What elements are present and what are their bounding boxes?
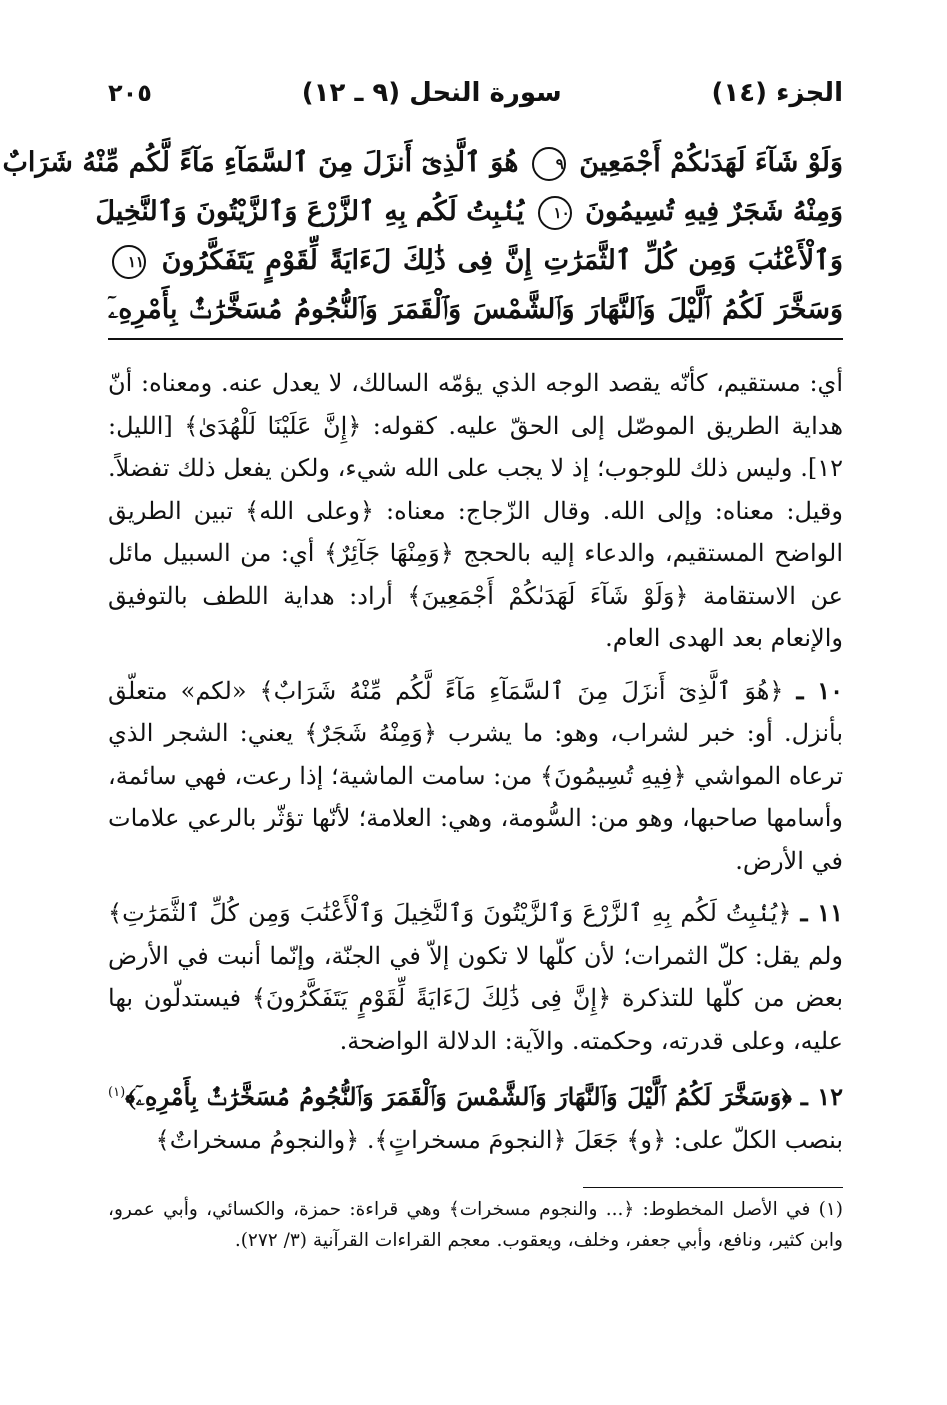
ayah-number-marker: ١٠ xyxy=(538,196,572,230)
footnote xyxy=(108,1194,843,1256)
quran-line-text: يُنۢبِتُ لَكُم بِهِ ٱلزَّرْعَ وَٱلزَّيْتُونَ وَٱلنَّخِيلَ xyxy=(95,196,525,227)
quoted-verse: ﴿وَسَخَّرَ لَكُمُ ٱلَّيْلَ وَٱلنَّهَارَ وَٱلشَّمْسَ وَٱلْقَمَرَ وَٱلنُّجُومُ مُسَخَّرَٰتٌۢ بِأَمْرِهِۦٓ﴾ xyxy=(125,1082,792,1111)
quran-line-text: وَسَخَّرَ لَكُمُ ٱلَّيْلَ وَٱلنَّهَارَ وَٱلشَّمْسَ وَٱلْقَمَرَ وَٱلنُّجُومُ مُسَخَّرَٰتٌۢ بِأَمْرِهِۦٓ xyxy=(108,294,843,325)
footnote-text: في الأصل المخطوط: ﴿... والنجوم مسخرات﴾ وهي قراءة: حمزة، والكسائي، وأبي عمرو، وابن كثير، ونافع، وأبي جعفر، وخلف، ويعقوب. معجم القراءات القرآنية (٣/ ٢٧٢). xyxy=(108,1199,843,1251)
quran-line-text: وَمِنْهُ شَجَرٌ فِيهِ تُسِيمُونَ xyxy=(585,196,843,227)
commentary-paragraph-ayah-10 xyxy=(108,670,843,883)
quran-line-1 xyxy=(2,138,843,187)
commentary xyxy=(108,362,843,1171)
commentary-text: ﴿هُوَ ٱلَّذِىٓ أَنزَلَ مِنَ ٱلسَّمَآءِ مَآءً لَّكُم مِّنْهُ شَرَابٌ﴾ «لكم» متعلّق بأنزل. أو: خبر لشراب، وهو: ما يشرب ﴿وَمِنْهُ شَجَرٌ﴾ يعني: الشجر الذي ترعاه المواشي ﴿فِيهِ تُسِيمُونَ﴾ من: سامت الماشية؛ إذا رعت، فهي سائمة، وأسامها صاحبها، وهو من: السُّومة، وهي: العلامة؛ لأنّها تؤثّر بالرعي علامات في الأرض. xyxy=(108,676,843,875)
page-number: ٢٠٥ xyxy=(108,79,152,107)
commentary-paragraph: أي: مستقيم، كأنّه يقصد الوجه الذي يؤمّه السالك، لا يعدل عنه. ومعناه: أنّ هداية الطريق الموصّل إلى الحقّ عليه. كقوله: ﴿إِنَّ عَلَيْنَا لَلْهُدَىٰ﴾ [الليل: ١٢]. وليس ذلك للوجوب؛ إذ لا يجب على الله شيء، ولكن يفعل ذلك تفضلاً. وقيل: معناه: وإلى الله. وقال الزّجاج: معناه: ﴿وعلى الله﴾ تبين الطريق الواضح المستقيم، والدعاء إليه بالحجج ﴿وَمِنْهَا جَآئِرٌ﴾ أي: من السبيل مائل عن الاستقامة ﴿وَلَوْ شَآءَ لَهَدَىٰكُمْ أَجْمَعِينَ﴾ أراد: هداية اللطف بالتوفيق والإنعام بعد الهدى العام. xyxy=(108,369,844,652)
ayah-number: ١٢ ـ xyxy=(800,1082,843,1111)
commentary-paragraph-ayah-11 xyxy=(108,892,843,1062)
commentary-text: ﴿يُنۢبِتُ لَكُم بِهِ ٱلزَّرْعَ وَٱلزَّيْتُونَ وَٱلنَّخِيلَ وَٱلْأَعْنَٰبَ وَمِن كُلِّ ٱلثَّمَرَٰتِ﴾ ولم يقل: كلّ الثمرات؛ لأن كلّها لا تكون إلاّ في الجنّة، وإنّما أنبت في الأرض بعض من كلّها للتذكرة ﴿إِنَّ فِى ذَٰلِكَ لَءَايَةً لِّقَوْمٍ يَتَفَكَّرُونَ﴾ فيستدلّون بها عليه، وعلى قدرته، وحكمته. والآية: الدلالة الواضحة. xyxy=(108,899,844,1055)
page xyxy=(2,60,844,1350)
quran-line-3 xyxy=(108,236,843,285)
page-header xyxy=(108,70,843,116)
surah-title: سورة النحل (٩ ـ ١٢) xyxy=(301,78,562,108)
quran-line-2 xyxy=(95,187,843,236)
quran-line-text: وَٱلْأَعْنَٰبَ وَمِن كُلِّ ٱلثَّمَرَٰتِ إِنَّ فِى ذَٰلِكَ لَءَايَةً لِّقَوْمٍ يَتَفَكَّرُونَ xyxy=(161,245,843,276)
commentary-paragraph-ayah-12 xyxy=(108,1072,843,1161)
ayah-number: ١١ ـ xyxy=(800,898,843,927)
footnote-number: (١) xyxy=(818,1199,843,1220)
juz-label: الجزء (١٤) xyxy=(711,78,843,108)
ayah-number: ١٠ ـ xyxy=(796,675,843,705)
quran-line-4 xyxy=(108,285,843,334)
quran-line-text: هُوَ ٱلَّذِىٓ أَنزَلَ مِنَ ٱلسَّمَآءِ مَآءً لَّكُم مِّنْهُ شَرَابٌ xyxy=(2,147,519,178)
footnote-divider xyxy=(583,1187,843,1188)
quran-line-text: وَلَوْ شَآءَ لَهَدَىٰكُمْ أَجْمَعِينَ xyxy=(579,147,843,178)
quran-text-block xyxy=(2,138,843,388)
footnote-reference[interactable]: (١) xyxy=(108,1085,126,1100)
ayah-number-marker: ٩ xyxy=(532,147,566,181)
commentary-text: بنصب الكلّ على: ﴿و﴾ جَعَلَ ﴿النجومَ مسخراتٍ﴾. ﴿والنجومُ مسخراتٌ﴾ xyxy=(155,1125,843,1154)
ayah-number-marker: ١١ xyxy=(112,245,146,279)
header-divider xyxy=(108,338,843,340)
